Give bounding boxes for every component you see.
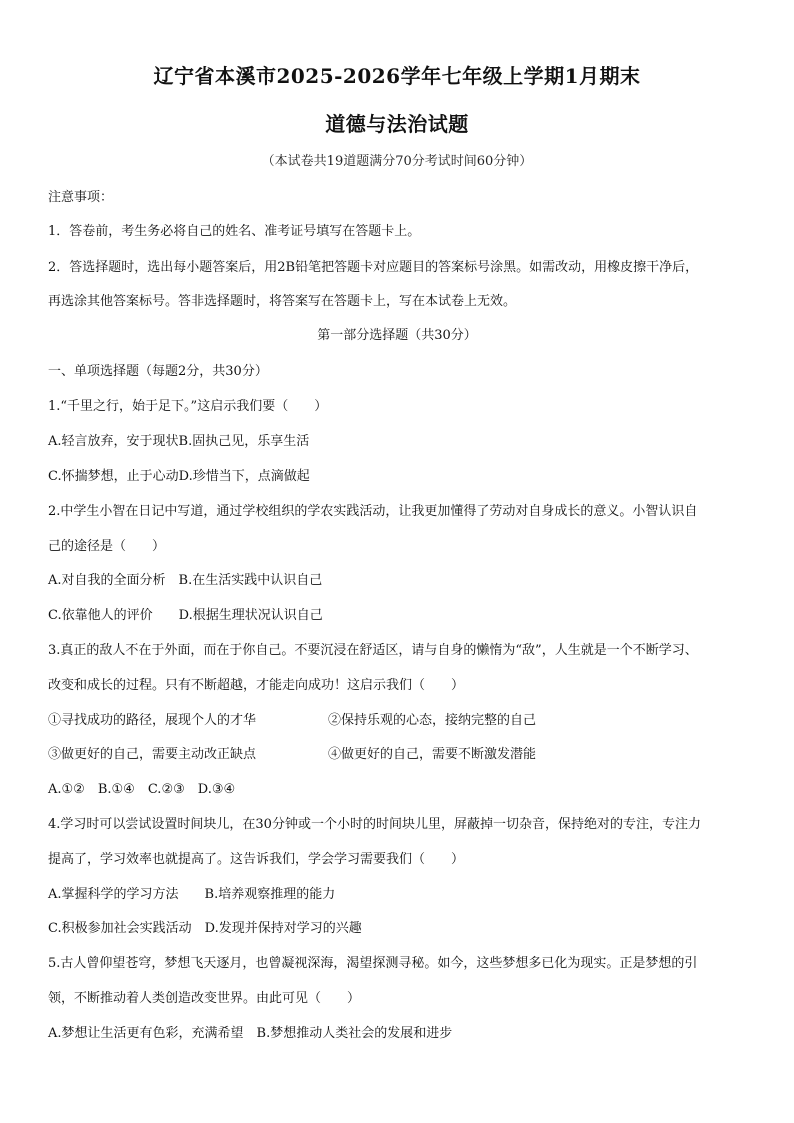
notice-item-2-line-2: 再选涂其他答案标号。答非选择题时，将答案写在答题卡上，写在本试卷上无效。 xyxy=(48,294,517,309)
exam-title-line2: 道德与法治试题 xyxy=(325,112,469,136)
notice-heading: 注意事项： xyxy=(48,190,114,205)
q4-options-ab: A.掌握科学的学习方法 B.培养观察推理的能力 xyxy=(48,887,336,902)
notice-item-2-line-1: 2．答选择题时，选出每小题答案后，用2B铅笔把答题卡对应题目的答案标号涂黑。如需改动，用橡皮擦干净后， xyxy=(48,260,699,275)
q1-stem: 1.“千里之行，始于足下。”这启示我们要（ ） xyxy=(48,399,328,414)
notice-item-1: 1．答卷前，考生务必将自己的姓名、准考证号填写在答题卡上。 xyxy=(48,224,421,239)
q2-options-cd: C.依靠他人的评价 D.根据生理状况认识自己 xyxy=(48,608,323,623)
q2-stem-line-2: 己的途径是（ ） xyxy=(48,539,166,554)
q4-stem-line-1: 4.学习时可以尝试设置时间块儿，在30分钟或一个小时的时间块儿里，屏蔽掉一切杂音，保持绝对的专注，专注力 xyxy=(48,817,701,832)
question-type-title: 一、单项选择题（每题2分，共30分） xyxy=(48,364,268,379)
q3-item-1: ①寻找成功的路径，展现个人的才华 xyxy=(48,713,257,728)
q4-options-cd: C.积极参加社会实践活动 D.发现并保持对学习的兴趣 xyxy=(48,921,362,936)
q1-options-ab: A.轻言放弃，安于现状B.固执己见，乐享生活 xyxy=(48,434,310,449)
q2-stem-line-1: 2.中学生小智在日记中写道，通过学校组织的学农实践活动，让我更加懂得了劳动对自身成长的意义。小智认识自 xyxy=(48,504,698,519)
q3-item-4: ④做更好的自己，需要不断激发潜能 xyxy=(328,747,537,762)
q3-item-2: ②保持乐观的心态，接纳完整的自己 xyxy=(328,713,537,728)
part-title: 第一部分选择题（共30分） xyxy=(317,328,477,343)
q3-stem-line-2: 改变和成长的过程。只有不断超越，才能走向成功！这启示我们（ ） xyxy=(48,678,465,693)
q5-stem-line-2: 领，不断推动着人类创造改变世界。由此可见（ ） xyxy=(48,991,361,1006)
q4-stem-line-2: 提高了，学习效率也就提高了。这告诉我们，学会学习需要我们（ ） xyxy=(48,852,465,867)
q3-item-3: ③做更好的自己，需要主动改正缺点 xyxy=(48,747,257,762)
q3-stem-line-1: 3.真正的敌人不在于外面，而在于你自己。不要沉浸在舒适区，请与自身的懒惰为“敌”，人生就是一个不断学习、 xyxy=(48,643,698,658)
q5-options-ab: A.梦想让生活更有色彩，充满希望 B.梦想推动人类社会的发展和进步 xyxy=(48,1026,453,1041)
q5-stem-line-1: 5.古人曾仰望苍穹，梦想飞天逐月，也曾凝视深海，渴望探测寻秘。如今，这些梦想多已化为现实。正是梦想的引 xyxy=(48,956,698,971)
exam-subtitle: （本试卷共19道题满分70分考试时间60分钟） xyxy=(261,154,533,169)
q1-options-cd: C.怀揣梦想，止于心动D.珍惜当下，点滴做起 xyxy=(48,469,310,484)
q2-options-ab: A.对自我的全面分析 B.在生活实践中认识自己 xyxy=(48,573,323,588)
q3-options: A.①② B.①④ C.②③ D.③④ xyxy=(48,782,236,797)
exam-title-line1: 辽宁省本溪市2025-2026学年七年级上学期1月期末 xyxy=(153,64,641,88)
